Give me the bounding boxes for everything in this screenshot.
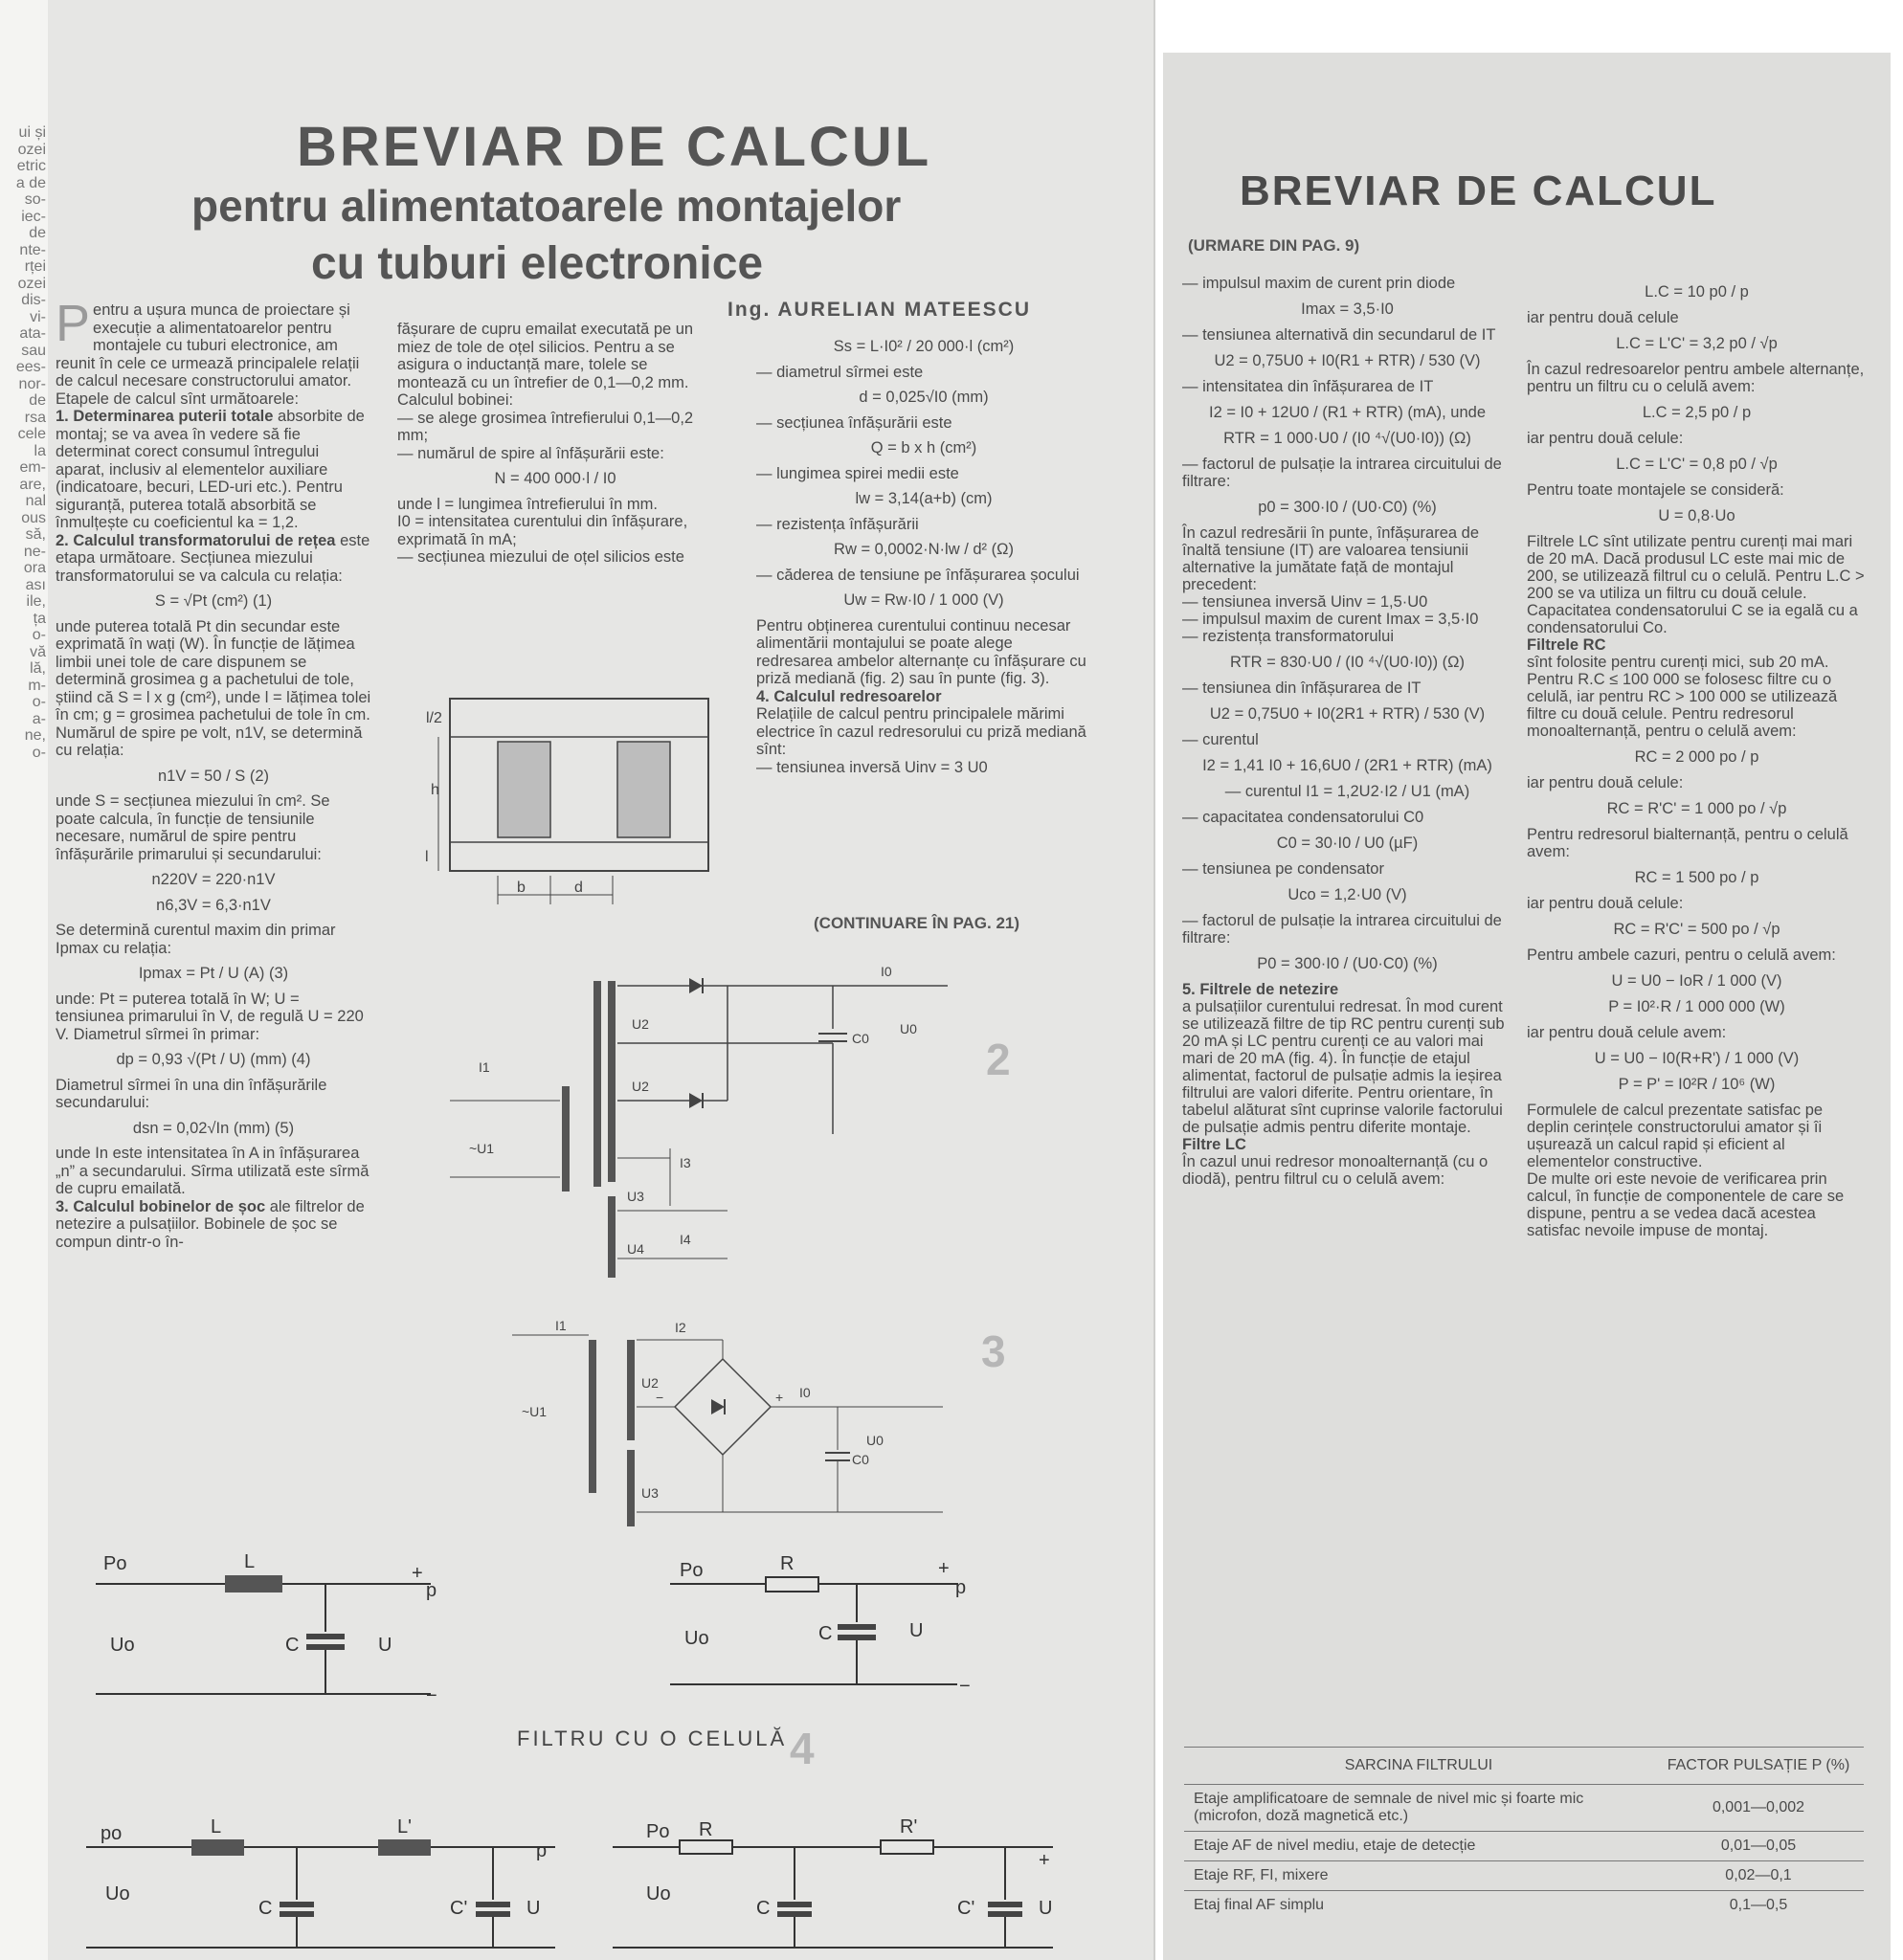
table-row	[1184, 1861, 1864, 1891]
previous-page-fragment: em-	[19, 459, 46, 476]
paragraph: iar pentru două celule avem:	[1527, 1024, 1727, 1041]
previous-page-fragment: de	[29, 225, 46, 241]
fig2-U3: U3	[627, 1189, 644, 1204]
heading-transformer: 2. Calculul transformatorului de rețea	[56, 531, 336, 549]
paragraph: Diametrul sîrmei în una din înfășurările secundarului:	[56, 1076, 327, 1111]
previous-page-fragment: o-	[32, 694, 46, 710]
formula-Ss: Ss = L·I0² / 20 000·l (cm²)	[833, 338, 1015, 355]
filter-lc-one-cell	[86, 1541, 450, 1704]
previous-page-fragment: dis-	[21, 292, 46, 308]
table-header-row	[1184, 1748, 1864, 1785]
previous-page-fragment: sau	[21, 342, 46, 359]
table-cell-factor: 0,01—0,05	[1653, 1832, 1864, 1861]
paragraph: În cazul unui redresor monoalternanță (cu o diodă), pentru filtrul cu o celulă avem:	[1182, 1153, 1489, 1188]
previous-page-fragment: are,	[19, 476, 46, 493]
rc1-C: C	[818, 1623, 833, 1644]
paragraph: Formulele de calcul prezentate satisfac pe deplin cerințele constructorului amator și îi ușurează un calcul rapid și eficient al elementelor constructive.	[1527, 1102, 1824, 1170]
article-author: Ing. AURELIAN MATEESCU	[728, 299, 1031, 321]
rc1-R: R	[780, 1553, 795, 1574]
paragraph: iar pentru două celule:	[1527, 774, 1684, 791]
paragraph: — tensiunea din înfășurarea de IT	[1182, 679, 1422, 697]
formula: RC = 1 500 po / p	[1634, 869, 1759, 886]
rc1-U: U	[909, 1620, 924, 1641]
formula-n63: n6,3V = 6,3·n1V	[156, 896, 271, 914]
pulsation-factor-table	[1184, 1747, 1864, 1920]
formula-Rw: Rw = 0,0002·N·lw / d² (Ω)	[834, 541, 1014, 558]
fig3-U0: U0	[866, 1433, 884, 1448]
formula-1: S = √Pt (cm²) (1)	[154, 592, 273, 610]
figure-3-bridge-rectifier	[483, 1318, 962, 1560]
paragraph: unde puterea totală Pt din secundar este exprimată în wați (W). În funcție de lățimea limbii unei tole de care dispunem se determină grosimea g a pachetului de tole, știind că S = l x g (cm²), unde l = lățimea tolei în cm; g = grosimea pachetului de tole în cm. Numărul de spire pe volt, n1V, se determină cu relația:	[56, 617, 371, 759]
paragraph: Pentru ambele cazuri, pentru o celulă avem:	[1527, 947, 1836, 964]
formula: L.C = L'C' = 3,2 p0 / √p	[1616, 335, 1778, 352]
fig1-label-l: l	[425, 849, 429, 865]
lc1-minus: −	[426, 1685, 437, 1706]
paragraph: unde l = lungimea întrefierului în mm.	[397, 495, 658, 513]
paragraph: În cazul redresării în punte, înfășurarea de înaltă tensiune (IT) are valoarea tensiunii alternative la jumătate față de montajul precedent:	[1182, 524, 1480, 593]
paragraph: Pentru redresorul bialternanță, pentru o celulă avem:	[1527, 826, 1848, 860]
formula: C0 = 30·I0 / U0 (µF)	[1276, 835, 1419, 852]
lc2-p: p	[536, 1840, 548, 1861]
fig1-label-h: h	[431, 782, 439, 798]
column-2	[397, 321, 713, 567]
lc1-U: U	[378, 1635, 392, 1656]
rc2-U: U	[1039, 1898, 1053, 1919]
figure-3-number: 3	[981, 1326, 1006, 1376]
paragraph: — lungimea spirei medii este	[756, 464, 959, 482]
previous-page-fragment: ora	[23, 560, 46, 576]
formula: RC = R'C' = 1 000 po / √p	[1606, 800, 1787, 817]
paragraph: Filtrele LC sînt utilizate pentru curenți mai mari de 20 mA. Dacă produsul LC este mai mic de 200, se utilizează filtrul cu o celulă. Pentru L.C > 200 se va utiliza un filtru cu două celule. Capacitatea condensatorului C se ia egală cu a condensatorului Co.	[1527, 533, 1865, 636]
continuation-note: (CONTINUARE ÎN PAG. 21)	[814, 914, 1020, 932]
previous-page-fragment: rței	[24, 258, 46, 275]
intro-text: entru a ușura munca de proiectare și execuție a alimentatoarelor pentru montajele cu tuburi electronice, am reunit în cele ce urmează principalele relații de calcul necesare constructorului amator. Etapele de calcul sînt următoarele:	[56, 301, 360, 408]
formula-N: N = 400 000·l / I0	[494, 470, 616, 487]
previous-page-fragment: ous	[21, 509, 46, 526]
paragraph: — secțiunea înfășurării este	[756, 413, 952, 432]
paragraph: — numărul de spire al înfășurării este:	[397, 444, 664, 462]
paragraph: De multe ori este nevoie de verificarea prin calcul, în funcție de componentele de care se dispune, pentru a se vedea dacă acestea satisfac nevoile impuse de montaj.	[1527, 1170, 1845, 1239]
fig3-U1: ~U1	[522, 1404, 548, 1419]
continuation-title: BREVIAR DE CALCUL	[1240, 167, 1717, 214]
paragraph: Se determină curentul maxim din primar Ipmax cu relația:	[56, 922, 336, 957]
paragraph: — secțiunea miezului de oțel silicios este	[397, 548, 684, 566]
lc2-Uo: Uo	[105, 1883, 130, 1904]
formula-4: dp = 0,93 √(Pt / U) (mm) (4)	[116, 1051, 311, 1068]
right-column-1	[1182, 275, 1512, 1188]
fig3-U2: U2	[641, 1375, 659, 1391]
previous-page-fragment: nal	[25, 493, 46, 509]
lc1-p: p	[426, 1580, 437, 1601]
formula: U = U0 − I0(R+R') / 1 000 (V)	[1594, 1050, 1800, 1067]
rc2-C: C	[756, 1898, 771, 1919]
rc1-plus: +	[938, 1558, 950, 1579]
formula: Uco = 1,2·U0 (V)	[1287, 886, 1407, 903]
paragraph: iar pentru două celule:	[1527, 430, 1684, 447]
heading-power: 1. Determinarea puterii totale	[56, 408, 274, 425]
fig1-label-b: b	[517, 880, 526, 896]
previous-page-fragment: ui și	[18, 124, 46, 141]
fig2-U2b: U2	[632, 1079, 649, 1094]
previous-page-fragment: nte-	[19, 241, 46, 258]
heading-rectifiers: 4. Calculul redresoarelor	[756, 687, 942, 705]
formula: L.C = L'C' = 0,8 p0 / √p	[1616, 456, 1778, 473]
article-subtitle-line1: pentru alimentatoarele montajelor	[191, 181, 902, 231]
paragraph: Pentru obținerea curentului continuu necesar alimentării montajului se poate alege redresarea ambelor alternanțe cu înfășurare cu priză mediană (fig. 2) sau în punte (fig. 3).	[756, 616, 1086, 687]
previous-page-fragment: ne-	[23, 543, 46, 560]
column-1	[56, 295, 371, 1251]
fig2-I3: I3	[680, 1155, 691, 1170]
table-row	[1184, 1785, 1864, 1832]
previous-page-fragment: ees-	[15, 359, 46, 375]
fig2-C0: C0	[852, 1031, 869, 1046]
fig3-I2: I2	[675, 1320, 686, 1335]
table-cell-factor: 0,1—0,5	[1653, 1891, 1864, 1921]
previous-page-fragment: ozei	[17, 275, 46, 292]
fig3-plus: +	[775, 1390, 784, 1405]
section-heading: Filtre LC	[1182, 1136, 1246, 1153]
paragraph: — rezistența transformatorului	[1182, 628, 1395, 645]
previous-page-fragment: ozei	[17, 141, 46, 158]
rc1-minus: −	[959, 1676, 971, 1697]
lc1-Uo: Uo	[110, 1635, 135, 1656]
formula: — curentul I1 = 1,2U2·I2 / U1 (mA)	[1224, 783, 1470, 800]
paragraph: este etapa următoare. Secțiunea miezului transformatorului se va calcula cu relația:	[56, 531, 370, 585]
lc2-L: L	[211, 1816, 222, 1838]
paragraph: — rezistența înfășurării	[756, 515, 919, 533]
formula: L.C = 10 p0 / p	[1645, 283, 1749, 301]
formula-lw: lw = 3,14(a+b) (cm)	[855, 490, 993, 507]
previous-page-fragment: rsa	[24, 409, 46, 426]
fig3-C0: C0	[852, 1452, 869, 1467]
formula: RC = R'C' = 500 po / √p	[1613, 921, 1780, 938]
article-title: BREVIAR DE CALCUL	[297, 116, 932, 178]
paragraph: ale filtrelor de netezire a pulsațiilor. Bobinele de șoc se compun dintr-o în-	[56, 1197, 365, 1251]
formula: P = I0²·R / 1 000 000 (W)	[1608, 998, 1785, 1015]
section-heading: 5. Filtrele de netezire	[1182, 981, 1339, 998]
fig2-I4: I4	[680, 1232, 691, 1247]
lc2-Po: po	[101, 1823, 123, 1844]
previous-page-fragment: o-	[32, 627, 46, 643]
paragraph: — factorul de pulsație la intrarea circuitului de filtrare:	[1182, 912, 1502, 947]
lc1-L: L	[244, 1551, 256, 1572]
rc1-Po: Po	[680, 1560, 704, 1581]
figure-1-core	[421, 689, 756, 938]
paragraph: — se alege grosimea întrefierului 0,1—0,2 mm;	[397, 409, 694, 444]
formula: P = P' = I0²R / 10⁶ (W)	[1618, 1076, 1776, 1093]
formula-3: Ipmax = Pt / U (A) (3)	[138, 965, 289, 982]
rc2-Uo: Uo	[646, 1883, 671, 1904]
table-header-factor: FACTOR PULSAȚIE P (%)	[1653, 1748, 1864, 1785]
fig2-U4: U4	[627, 1241, 644, 1257]
previous-page-fragment: lă,	[30, 660, 46, 677]
formula: I2 = I0 + 12U0 / (R1 + RTR) (mA), unde	[1208, 404, 1487, 421]
lc1-Po: Po	[103, 1553, 127, 1574]
table-cell-load: Etaje AF de nivel mediu, etaje de detecție	[1184, 1832, 1653, 1861]
paragraph: — diametrul sîrmei este	[756, 363, 924, 381]
continuation-subtitle: (URMARE DIN PAG. 9)	[1188, 236, 1360, 255]
article-subtitle-line2: cu tuburi electronice	[311, 238, 764, 289]
formula: RTR = 1 000·U0 / (I0 ⁴√(U0·I0)) (Ω)	[1223, 430, 1471, 447]
fig3-I1: I1	[555, 1318, 567, 1333]
paragraph: — tensiunea inversă Uinv = 3 U0	[756, 758, 988, 776]
previous-page-fragment: ne,	[24, 727, 46, 744]
previous-page-fragment: ası	[25, 576, 46, 593]
heading-chokes: 3. Calculul bobinelor de șoc	[56, 1197, 266, 1215]
table-header-load: SARCINA FILTRULUI	[1184, 1748, 1653, 1785]
fig2-U0: U0	[900, 1021, 917, 1036]
rc2-R: R	[699, 1819, 713, 1840]
previous-page-fragment: de	[29, 392, 46, 409]
paragraph: absorbite de montaj; se va avea în vedere să fie determinat corect consumul întregului aparat, inclusiv al elementelor auxiliare (indicatoare, becuri, LED-uri etc.). Pentru siguranță, puterea totală absorbită se înmulțește cu coeficientul ka = 1,2.	[56, 408, 365, 531]
fig3-minus: −	[656, 1390, 664, 1405]
left-page	[48, 0, 1155, 1960]
table-cell-factor: 0,001—0,002	[1653, 1785, 1864, 1832]
formula-d: d = 0,025√I0 (mm)	[859, 389, 989, 406]
formula: L.C = 2,5 p0 / p	[1642, 404, 1752, 421]
paragraph: — tensiunea inversă Uinv = 1,5·U0	[1182, 593, 1428, 611]
previous-page-fragment: cele	[17, 426, 46, 442]
fig3-U3: U3	[641, 1485, 659, 1501]
figure-2-center-tap-rectifier	[450, 957, 917, 1292]
previous-page-fragment: m-	[28, 677, 46, 694]
paragraph: unde In este intensitatea în A in înfășurarea „n” a secundarului. Sîrma utilizată este sîrmă de cupru emailată.	[56, 1145, 369, 1197]
formula: U = U0 − IoR / 1 000 (V)	[1611, 972, 1782, 990]
section-heading: Filtrele RC	[1527, 636, 1606, 654]
paragraph: I0 = intensitatea curentului din înfășurare, exprimată în mA;	[397, 513, 688, 548]
paragraph: iar pentru două celule:	[1527, 895, 1684, 912]
lc2-U: U	[526, 1898, 541, 1919]
previous-page-fragment: so-	[24, 191, 46, 208]
paragraph: iar pentru două celule	[1527, 309, 1679, 326]
paragraph: a pulsațiilor curentului redresat. În mod curent se utilizează filtre de tip RC pentru curenți sub 20 mA și LC pentru curenți ce au valori mai mari de 20 mA (fig. 4). În funcție de etajul alimentat, factorul de pulsație admis la ieșirea filtrului are valori diferite. Pentru orientare, în tabelul alăturat sînt cuprinse valorile factorului de pulsație admis pentru diferite montaje.	[1182, 998, 1505, 1136]
formula: RC = 2 000 po / p	[1634, 748, 1759, 766]
paragraph: — căderea de tensiune pe înfășurarea șocului	[756, 566, 1080, 584]
formula: RTR = 830·U0 / (I0 ⁴√(U0·I0)) (Ω)	[1229, 654, 1465, 671]
formula: U2 = 0,75U0 + I0(2R1 + RTR) / 530 (V)	[1209, 705, 1486, 723]
lc1-C: C	[285, 1635, 300, 1656]
fig3-I0: I0	[799, 1385, 811, 1400]
lc2-C2: C'	[450, 1898, 468, 1919]
table-cell-load: Etaj final AF simplu	[1184, 1891, 1653, 1921]
paragraph: unde: Pt = puterea totală în W; U = tensiunea primarului în V, de regulă U = 220 V. Diametrul sîrmei în primar:	[56, 990, 364, 1043]
lc2-C: C	[258, 1898, 273, 1919]
rc1-Uo: Uo	[684, 1628, 709, 1649]
rc2-C2: C'	[957, 1898, 975, 1919]
previous-page-fragment: o-	[32, 744, 46, 761]
rc2-R2: R'	[900, 1816, 918, 1838]
formula: p0 = 300·I0 / (U0·C0) (%)	[1258, 499, 1437, 516]
filter-rc-two-cells	[603, 1818, 1072, 1952]
formula-2: n1V = 50 / S (2)	[157, 767, 270, 785]
previous-page-strip	[0, 0, 48, 1960]
rc2-plus: +	[1039, 1850, 1050, 1871]
fig2-I0: I0	[881, 964, 892, 979]
paragraph: — intensitatea din înfășurarea de IT	[1182, 378, 1434, 395]
figure-4-number: 4	[790, 1724, 815, 1773]
formula-Uw: Uw = Rw·I0 / 1 000 (V)	[843, 591, 1004, 609]
paragraph: Relațiile de calcul pentru principalele mărimi electrice în cazul redresorului cu priză mediană sînt:	[756, 705, 1086, 758]
previous-page-fragment: la	[34, 442, 46, 459]
previous-page-fragment: a de	[15, 174, 46, 191]
paragraph: Pentru toate montajele se consideră:	[1527, 481, 1784, 499]
table-row	[1184, 1891, 1864, 1921]
fig2-U1: ~U1	[469, 1141, 495, 1156]
paragraph: sînt folosite pentru curenți mici, sub 20 mA. Pentru R.C ≤ 100 000 se folosesc filtre cu o celulă, iar pentru RC > 100 000 se utilizează filtre cu două celule. Pentru redresorul monoalternanță, pentru o celulă avem:	[1527, 654, 1838, 740]
fig1-label-d: d	[574, 880, 583, 896]
formula-n220: n220V = 220·n1V	[151, 871, 276, 888]
fig2-I1: I1	[479, 1059, 490, 1075]
rc1-p: p	[955, 1577, 967, 1598]
right-column-2	[1527, 275, 1867, 1239]
formula-Q: Q = b x h (cm²)	[870, 439, 977, 457]
rc2-Po: Po	[646, 1821, 670, 1842]
right-page	[1163, 53, 1891, 1960]
previous-page-fragment: să,	[25, 526, 46, 543]
lc1-plus: +	[412, 1563, 423, 1584]
previous-page-fragment: ța	[33, 610, 46, 627]
table-cell-factor: 0,02—0,1	[1653, 1861, 1864, 1891]
previous-page-fragment: vi-	[30, 308, 46, 325]
formula: Imax = 3,5·I0	[1301, 301, 1394, 318]
previous-page-fragment: ata-	[19, 325, 46, 342]
formula-5: dsn = 0,02√In (mm) (5)	[132, 1119, 295, 1137]
paragraph: — impulsul maxim de curent prin diode	[1182, 275, 1456, 292]
figure-4-caption: FILTRU CU O CELULĂ	[517, 1726, 788, 1750]
formula: U2 = 0,75U0 + I0(R1 + RTR) / 530 (V)	[1214, 352, 1481, 369]
paragraph: — curentul	[1182, 731, 1259, 748]
previous-page-fragment: vă	[30, 643, 46, 660]
table-cell-load: Etaje RF, FI, mixere	[1184, 1861, 1653, 1891]
figure-2-number: 2	[986, 1035, 1011, 1084]
previous-page-fragment: a-	[32, 710, 46, 727]
formula: I2 = 1,41 I0 + 16,6U0 / (2R1 + RTR) (mA)	[1202, 757, 1492, 774]
formula: U = 0,8·Uo	[1658, 507, 1735, 524]
previous-page-fragment: etric	[16, 158, 46, 174]
table-cell-load: Etaje amplificatoare de semnale de nivel mic și foarte mic (microfon, doză magnetică etc.)	[1184, 1785, 1653, 1832]
paragraph: — capacitatea condensatorului C0	[1182, 809, 1424, 826]
paragraph: — impulsul maxim de curent Imax = 3,5·I0	[1182, 611, 1479, 628]
filter-lc-two-cells	[67, 1818, 565, 1952]
paragraph: — tensiunea pe condensator	[1182, 860, 1384, 878]
paragraph: fășurare de cupru emailat executată pe un miez de tole de oțel silicios. Pentru a se asigura o inductanță mare, tolele se montează cu un întrefier de 0,1—0,2 mm. Calculul bobinei:	[397, 321, 694, 409]
lc2-L2: L'	[397, 1816, 412, 1838]
previous-page-fragment: iec-	[21, 208, 46, 225]
paragraph: — tensiunea alternativă din secundarul de IT	[1182, 326, 1496, 344]
fig2-U2a: U2	[632, 1016, 649, 1032]
fig1-label-l2: l/2	[426, 710, 442, 726]
previous-page-fragment: ile,	[26, 593, 46, 610]
previous-page-fragment: nor-	[18, 375, 46, 392]
table-row	[1184, 1832, 1864, 1861]
paragraph: — factorul de pulsație la intrarea circuitului de filtrare:	[1182, 456, 1502, 490]
paragraph: unde S = secțiunea miezului în cm². Se poate calcula, în funcție de tensiunile necesare, numărul de spire pentru înfășurările primarului și secundarului:	[56, 792, 330, 863]
column-3	[756, 330, 1091, 776]
paragraph: În cazul redresoarelor pentru ambele alternanțe, pentru un filtru cu o celulă avem:	[1527, 361, 1865, 395]
filter-rc-one-cell	[660, 1541, 976, 1704]
drop-cap: P	[56, 295, 91, 352]
formula: P0 = 300·I0 / (U0·C0) (%)	[1257, 955, 1438, 972]
